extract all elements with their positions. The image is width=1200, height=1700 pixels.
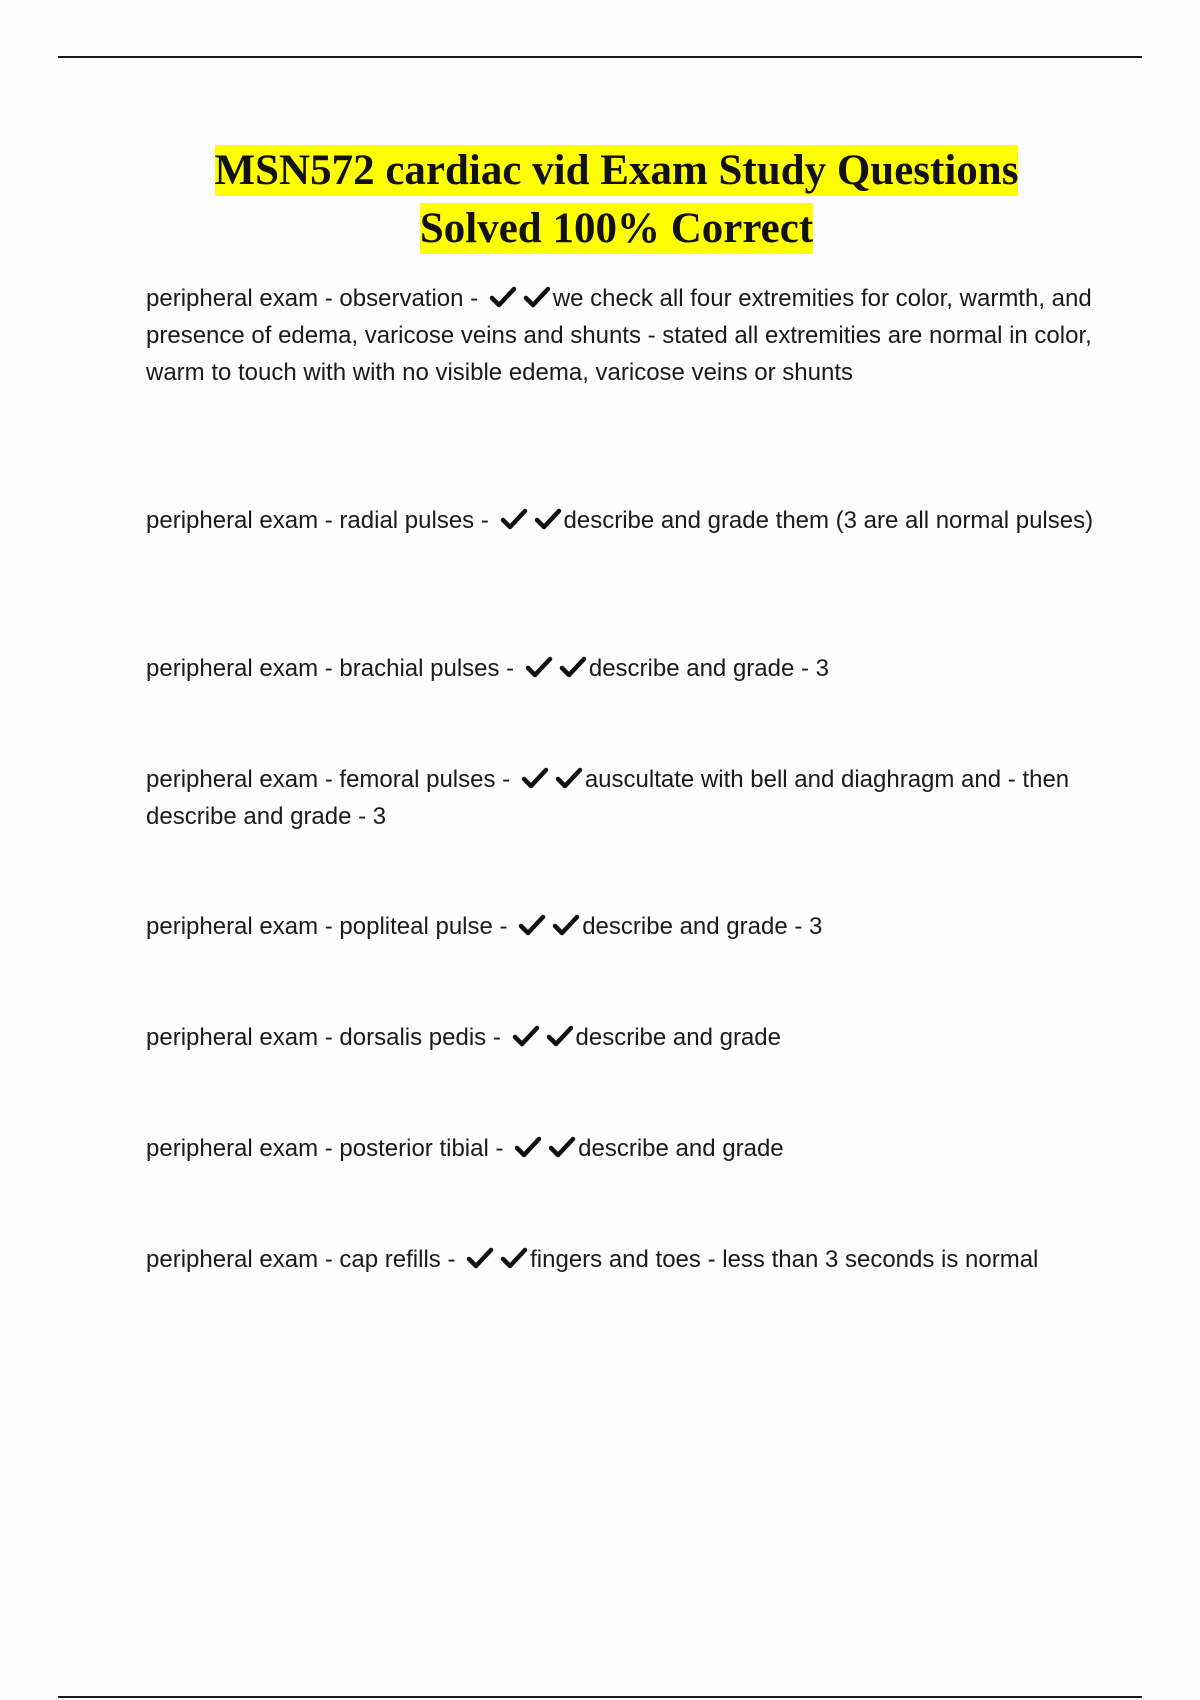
checkmark-icon [512,1024,542,1048]
answer-text: describe and grade [575,1024,781,1051]
answer-text: describe and grade - 3 [588,655,829,682]
checkmark-icon [489,285,519,309]
answer-text: fingers and toes - less than 3 seconds is normal [530,1246,1039,1273]
title-line-1-text: MSN572 cardiac vid Exam Study Questions [214,147,1019,194]
checkmark-icon [534,507,564,531]
checkmark-icon [523,285,553,309]
document-title [0,142,1200,258]
checkmark-icon [546,1024,576,1048]
title-line-2 [0,200,1200,258]
qa-item [146,761,1096,835]
answer-text: describe and grade them (3 are all normal pulses) [563,507,1094,534]
checkmark-icon [518,913,548,937]
qa-item [146,1019,1096,1056]
checkmark-icon [514,1135,544,1159]
qa-item [146,908,1096,945]
question-text: peripheral exam - femoral pulses - [146,766,517,793]
qa-item [146,1130,1096,1167]
qa-item [146,502,1096,539]
checkmark-icon [521,766,551,790]
checkmark-icon [525,655,555,679]
top-divider [58,56,1142,58]
answer-text: auscultate with bell and diaghragm and - then describe and grade - 3 [146,766,1070,830]
title-line-1 [0,142,1200,200]
qa-item [146,1241,1096,1278]
checkmark-icon [555,766,585,790]
question-text: peripheral exam - posterior tibial - [146,1135,511,1162]
question-text: peripheral exam - dorsalis pedis - [146,1024,508,1051]
checkmark-icon [500,507,530,531]
checkmark-icon [559,655,589,679]
checkmark-icon [500,1246,530,1270]
qa-item [146,650,1096,687]
checkmark-icon [548,1135,578,1159]
question-text: peripheral exam - popliteal pulse - [146,913,515,940]
question-text: peripheral exam - cap refills - [146,1246,463,1273]
answer-text: describe and grade [578,1135,784,1162]
bottom-divider [58,1696,1142,1698]
checkmark-icon [552,913,582,937]
question-text: peripheral exam - radial pulses - [146,507,496,534]
title-line-2-text: Solved 100% Correct [419,205,814,252]
checkmark-icon [466,1246,496,1270]
question-text: peripheral exam - brachial pulses - [146,655,521,682]
answer-text: describe and grade - 3 [582,913,823,940]
question-text: peripheral exam - observation - [146,285,485,312]
answer-text: we check all four extremities for color, warmth, and presence of edema, varicose veins and shunts - stated all extremities are normal in color, warm to touch with with no visible edema, varicose veins or shunts [146,285,1092,386]
qa-item [146,280,1096,391]
